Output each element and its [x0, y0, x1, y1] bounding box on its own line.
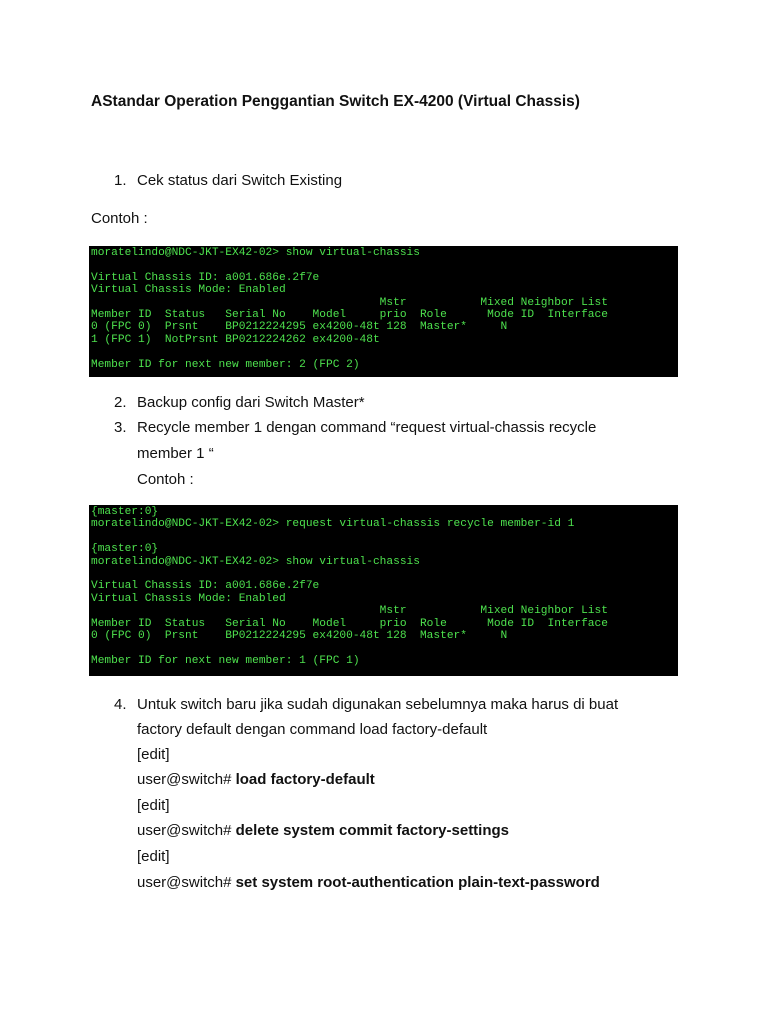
terminal-line: 1 (FPC 1) NotPrsnt BP0212224262 ex4200-48t: [91, 333, 380, 346]
step-3-number: 3.: [114, 419, 127, 436]
step-1-text: Cek status dari Switch Existing: [137, 172, 343, 189]
step-2: [114, 394, 365, 411]
terminal-line: [91, 531, 678, 543]
command-line-3: [137, 797, 170, 814]
step-1-number: 1.: [114, 172, 127, 189]
cli-prefix: [edit]: [137, 797, 170, 814]
terminal-line: Virtual Chassis ID: a001.686e.2f7e: [91, 271, 320, 284]
cli-prefix: user@switch#: [137, 822, 236, 839]
cli-command: set system root-authentication plain-text-password: [235, 874, 600, 891]
terminal-line: [91, 642, 678, 654]
terminal-line: Virtual Chassis Mode: Enabled: [91, 284, 286, 297]
command-line-2: [137, 771, 375, 788]
terminal-line: {master:0}: [91, 543, 159, 556]
step-4-number: 4.: [114, 696, 127, 713]
contoh-label-1: Contoh :: [91, 210, 148, 227]
terminal-line: [91, 568, 678, 580]
terminal-line: moratelindo@NDC-JKT-EX42-02> show virtual-chassis: [91, 555, 420, 568]
step-3: [114, 419, 596, 436]
cli-command: load factory-default: [235, 771, 375, 788]
terminal-line: Member ID for next new member: 1 (FPC 1): [91, 654, 360, 667]
cli-command: delete system commit factory-settings: [235, 822, 510, 839]
step-4-text-continued: factory default dengan command load factory-default: [137, 721, 488, 738]
cli-prefix: [edit]: [137, 746, 170, 763]
terminal-line: [91, 259, 678, 271]
terminal-screenshot-2: [89, 505, 678, 676]
step-2-text: Backup config dari Switch Master*: [137, 394, 365, 411]
terminal-output-2: [91, 506, 678, 667]
cli-prefix: user@switch#: [137, 874, 236, 891]
terminal-line: Virtual Chassis Mode: Enabled: [91, 592, 286, 605]
step-3-text: Recycle member 1 dengan command “request virtual-chassis recycle: [137, 419, 597, 436]
terminal-line: Member ID Status Serial No Model prio Role Mode ID Interface: [91, 308, 608, 321]
step-4: [114, 696, 618, 713]
terminal-line: Member ID Status Serial No Model prio Role Mode ID Interface: [91, 617, 608, 630]
command-line-5: [137, 848, 170, 865]
command-line-6: [137, 874, 600, 891]
terminal-line: Mstr Mixed Neighbor List: [91, 605, 608, 618]
contoh-label-2: Contoh :: [137, 471, 194, 488]
terminal-screenshot-1: [89, 246, 678, 377]
terminal-line: moratelindo@NDC-JKT-EX42-02> request virtual-chassis recycle member-id 1: [91, 518, 575, 531]
step-3-text-continued: member 1 “: [137, 445, 214, 462]
step-1: [114, 172, 342, 189]
terminal-line: Mstr Mixed Neighbor List: [91, 296, 608, 309]
command-line-1: [137, 746, 170, 763]
terminal-line: Virtual Chassis ID: a001.686e.2f7e: [91, 580, 320, 593]
command-line-4: [137, 822, 509, 839]
terminal-output-1: [91, 247, 678, 371]
terminal-line: 0 (FPC 0) Prsnt BP0212224295 ex4200-48t 128 Master* N: [91, 629, 508, 642]
terminal-line: {master:0}: [91, 506, 159, 518]
terminal-line: 0 (FPC 0) Prsnt BP0212224295 ex4200-48t 128 Master* N: [91, 321, 508, 334]
cli-prefix: [edit]: [137, 848, 170, 865]
document-title: AStandar Operation Penggantian Switch EX-4200 (Virtual Chassis): [91, 93, 580, 110]
terminal-line: [91, 346, 678, 358]
cli-prefix: user@switch#: [137, 771, 236, 788]
step-4-text: Untuk switch baru jika sudah digunakan sebelumnya maka harus di buat: [137, 696, 619, 713]
step-2-number: 2.: [114, 394, 127, 411]
terminal-line: Member ID for next new member: 2 (FPC 2): [91, 358, 360, 371]
terminal-line: moratelindo@NDC-JKT-EX42-02> show virtual-chassis: [91, 247, 420, 259]
